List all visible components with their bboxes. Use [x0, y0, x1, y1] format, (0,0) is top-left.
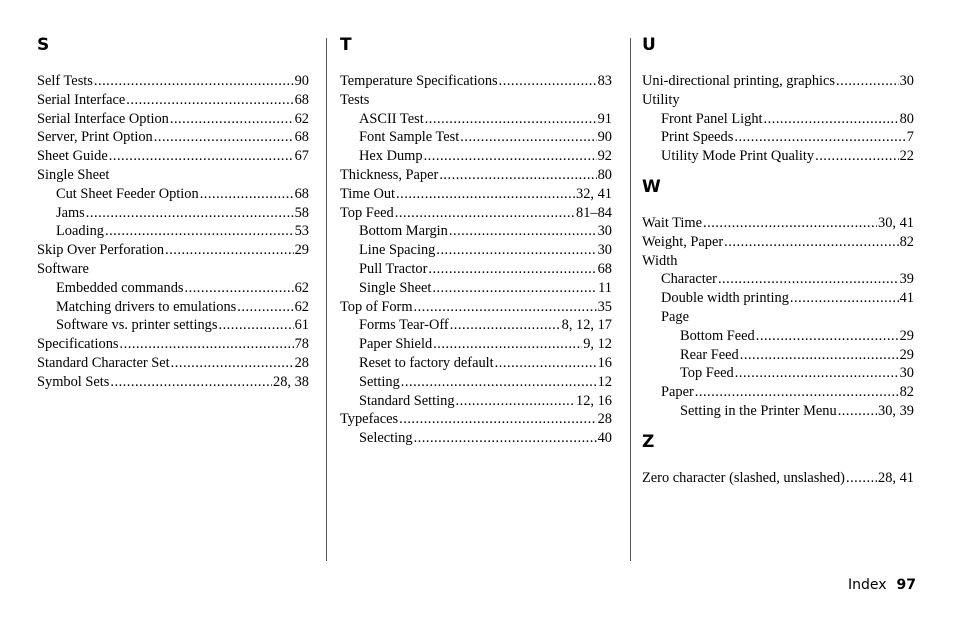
index-entry	[340, 354, 612, 373]
entry-pages: 22	[899, 148, 914, 165]
index-entry	[340, 72, 612, 91]
section-letter: U	[642, 35, 656, 55]
dot-leader	[838, 402, 877, 421]
index-entry	[37, 128, 309, 147]
dot-leader	[433, 335, 582, 354]
dot-leader	[718, 270, 899, 289]
dot-leader	[165, 241, 294, 260]
entry-term: Software vs. printer settings	[56, 317, 218, 334]
index-entry	[642, 469, 914, 488]
index-entry	[340, 373, 612, 392]
entry-term: Self Tests	[37, 73, 93, 89]
entry-term: Loading	[56, 223, 104, 240]
dot-leader	[460, 128, 596, 147]
dot-leader	[401, 373, 597, 392]
entry-term: Embedded commands	[56, 279, 184, 296]
entry-pages: 11	[598, 279, 612, 296]
entry-term: Thickness, Paper	[340, 166, 439, 183]
entry-term: Zero character (slashed, unslashed)	[642, 469, 845, 486]
entry-pages: 16	[597, 354, 612, 371]
entry-term: Pull Tractor	[359, 260, 428, 277]
dot-leader	[436, 241, 596, 260]
dot-leader	[495, 354, 597, 373]
dot-leader	[695, 383, 899, 402]
entry-term: Hex Dump	[359, 148, 423, 165]
entry-term: Line Spacing	[359, 242, 436, 259]
index-entry	[642, 147, 914, 166]
index-entry	[340, 110, 612, 129]
index-entry	[37, 222, 309, 241]
index-entry	[37, 241, 309, 260]
entry-pages: 62	[294, 298, 309, 315]
index-entry	[37, 335, 309, 354]
entry-pages: 28, 38	[273, 373, 309, 390]
entry-pages: 29	[899, 346, 914, 363]
entry-term: Utility	[642, 91, 680, 108]
index-entry	[340, 91, 612, 110]
entry-pages: 90	[294, 73, 309, 89]
index-entry	[642, 289, 914, 308]
dot-leader	[456, 392, 575, 411]
index-entry	[340, 392, 612, 411]
index-column-u	[642, 34, 914, 488]
entry-pages: 29	[294, 242, 309, 259]
entry-pages: 9, 12	[583, 336, 612, 353]
section-letter: Z	[642, 431, 655, 452]
dot-leader	[218, 316, 293, 335]
index-entry	[642, 91, 914, 110]
entry-pages: 68	[294, 129, 309, 146]
index-entry	[642, 128, 914, 147]
entry-pages: 58	[294, 204, 309, 221]
dot-leader	[724, 233, 898, 252]
entry-term: Width	[642, 252, 678, 269]
entry-pages: 29	[899, 327, 914, 344]
dot-leader	[836, 72, 899, 91]
entry-term: Setting in the Printer Menu	[680, 402, 837, 419]
entry-term: Specifications	[37, 336, 119, 353]
index-entry	[642, 327, 914, 346]
dot-leader	[499, 72, 597, 91]
entry-pages: 62	[294, 279, 309, 296]
entry-term: Matching drivers to emulations	[56, 298, 237, 315]
index-entry	[340, 410, 612, 429]
entry-term: Uni-directional printing, graphics	[642, 73, 836, 89]
index-entry	[37, 279, 309, 298]
index-entry	[37, 373, 309, 392]
index-entry	[642, 110, 914, 129]
index-entry	[37, 354, 309, 373]
entry-pages: 80	[899, 110, 914, 127]
entry-pages: 30	[899, 73, 914, 89]
entry-term: Skip Over Perforation	[37, 242, 165, 259]
entry-pages: 82	[899, 233, 914, 250]
entry-term: Symbol Sets	[37, 373, 110, 390]
entry-pages: 78	[294, 336, 309, 353]
entry-term: Selecting	[359, 430, 413, 447]
index-entry	[340, 260, 612, 279]
dot-leader	[764, 110, 899, 129]
index-entry	[340, 185, 612, 204]
entry-pages: 30, 39	[878, 402, 914, 419]
dot-leader	[428, 260, 596, 279]
index-entry	[642, 252, 914, 271]
index-entry	[340, 298, 612, 317]
dot-leader	[449, 222, 597, 241]
dot-leader	[450, 316, 561, 335]
entry-term: Top of Form	[340, 298, 413, 315]
index-entry	[37, 166, 309, 185]
entry-pages: 92	[597, 148, 612, 165]
entry-pages: 39	[899, 271, 914, 288]
entry-term: Sheet Guide	[37, 148, 108, 165]
dot-leader	[120, 335, 294, 354]
entry-pages: 30	[899, 365, 914, 382]
entry-term: Front Panel Light	[661, 110, 763, 127]
dot-leader	[815, 147, 899, 166]
entry-pages: 90	[597, 129, 612, 146]
entry-pages: 12	[597, 373, 612, 390]
dot-leader	[735, 364, 899, 383]
dot-leader	[414, 429, 597, 448]
dot-leader	[395, 204, 575, 223]
index-entry	[642, 270, 914, 289]
entry-term: Double width printing	[661, 290, 789, 307]
section-letter: S	[37, 35, 50, 55]
entry-pages: 32, 41	[576, 185, 612, 202]
entry-term: Forms Tear-Off	[359, 317, 449, 334]
entry-pages: 35	[597, 298, 612, 315]
index-column-s	[37, 34, 309, 392]
index-entry	[340, 241, 612, 260]
entry-term: Weight, Paper	[642, 233, 724, 250]
index-entry	[37, 185, 309, 204]
entry-pages: 28	[597, 411, 612, 428]
index-entry	[340, 429, 612, 448]
entry-pages: 28, 41	[878, 469, 914, 486]
index-entry	[340, 147, 612, 166]
entry-pages: 61	[294, 317, 309, 334]
entry-pages: 8, 12, 17	[561, 317, 612, 334]
section-letter: T	[340, 35, 352, 55]
entry-term: Setting	[359, 373, 400, 390]
entry-term: Software	[37, 260, 89, 277]
entry-term: Wait Time	[642, 214, 703, 231]
entry-pages: 83	[597, 73, 612, 89]
dot-leader	[846, 469, 877, 488]
entry-pages: 30	[597, 223, 612, 240]
entry-pages: 82	[899, 384, 914, 401]
dot-leader	[756, 327, 899, 346]
entry-pages: 28	[294, 354, 309, 371]
entry-term: Single Sheet	[359, 279, 432, 296]
dot-leader	[424, 147, 597, 166]
index-entry	[642, 308, 914, 327]
entry-pages: 30, 41	[878, 214, 914, 231]
column-divider	[326, 38, 327, 561]
index-entry	[340, 335, 612, 354]
dot-leader	[734, 128, 905, 147]
entry-term: Top Feed	[680, 365, 734, 382]
entry-term: Page	[661, 308, 689, 325]
footer-label: Index	[847, 577, 887, 593]
index-entry	[642, 346, 914, 365]
dot-leader	[790, 289, 899, 308]
entry-term: Paper Shield	[359, 336, 433, 353]
dot-leader	[86, 204, 294, 223]
dot-leader	[396, 185, 575, 204]
index-entry	[37, 316, 309, 335]
entry-term: Top Feed	[340, 204, 394, 221]
index-entry	[37, 147, 309, 166]
entry-pages: 67	[294, 148, 309, 165]
index-entry	[340, 279, 612, 298]
dot-leader	[425, 110, 597, 129]
index-entry	[37, 204, 309, 223]
index-entry	[37, 110, 309, 129]
entry-term: Bottom Feed	[680, 327, 755, 344]
index-entry	[642, 383, 914, 402]
index-entry	[340, 204, 612, 223]
dot-leader	[200, 185, 294, 204]
dot-leader	[110, 373, 272, 392]
dot-leader	[171, 354, 294, 373]
entry-term: Serial Interface	[37, 91, 126, 108]
dot-leader	[170, 110, 294, 129]
entry-term: Jams	[56, 204, 85, 221]
section-letter: W	[642, 176, 661, 197]
dot-leader	[126, 91, 293, 110]
index-entry	[340, 316, 612, 335]
entry-pages: 81–84	[576, 204, 612, 221]
entry-pages: 7	[906, 129, 914, 146]
index-entry	[642, 402, 914, 421]
dot-leader	[109, 147, 294, 166]
index-entry	[642, 214, 914, 233]
entry-term: Serial Interface Option	[37, 110, 169, 127]
page-footer	[848, 576, 916, 594]
index-entry	[340, 128, 612, 147]
index-column-t	[340, 34, 612, 448]
entry-term: Print Speeds	[661, 129, 734, 146]
dot-leader	[703, 214, 877, 233]
index-entry	[37, 72, 309, 91]
index-entry	[642, 233, 914, 252]
entry-term: Font Sample Test	[359, 129, 460, 146]
entry-pages: 91	[597, 110, 612, 127]
dot-leader	[439, 166, 596, 185]
column-divider	[630, 38, 631, 561]
index-entry	[37, 260, 309, 279]
dot-leader	[399, 410, 596, 429]
entry-pages: 30	[597, 242, 612, 259]
entry-term: Character	[661, 271, 717, 288]
entry-term: Tests	[340, 91, 370, 108]
index-entry	[37, 298, 309, 317]
dot-leader	[740, 346, 899, 365]
index-entry	[340, 166, 612, 185]
entry-pages: 62	[294, 110, 309, 127]
entry-term: Rear Feed	[680, 346, 739, 363]
entry-term: Typefaces	[340, 411, 399, 428]
dot-leader	[154, 128, 294, 147]
entry-pages: 68	[294, 91, 309, 108]
index-entry	[37, 91, 309, 110]
entry-term: Standard Character Set	[37, 354, 170, 371]
entry-term: Paper	[661, 384, 694, 401]
entry-term: Single Sheet	[37, 166, 110, 183]
dot-leader	[94, 72, 294, 91]
dot-leader	[237, 298, 293, 317]
entry-pages: 53	[294, 223, 309, 240]
entry-pages: 68	[597, 260, 612, 277]
entry-term: ASCII Test	[359, 110, 424, 127]
entry-pages: 41	[899, 290, 914, 307]
index-entry	[642, 72, 914, 91]
entry-term: Cut Sheet Feeder Option	[56, 185, 199, 202]
dot-leader	[105, 222, 294, 241]
dot-leader	[185, 279, 294, 298]
entry-term: Standard Setting	[359, 392, 455, 409]
index-entry	[642, 364, 914, 383]
entry-term: Server, Print Option	[37, 129, 153, 146]
entry-pages: 12, 16	[576, 392, 612, 409]
dot-leader	[414, 298, 597, 317]
entry-pages: 40	[597, 430, 612, 447]
index-entry	[340, 222, 612, 241]
page-number: 97	[896, 577, 916, 593]
dot-leader	[432, 279, 597, 298]
entry-term: Time Out	[340, 185, 396, 202]
entry-term: Reset to factory default	[359, 354, 494, 371]
entry-term: Bottom Margin	[359, 223, 448, 240]
entry-term: Temperature Specifications	[340, 73, 498, 89]
entry-pages: 80	[597, 166, 612, 183]
entry-pages: 68	[294, 185, 309, 202]
entry-term: Utility Mode Print Quality	[661, 148, 815, 165]
